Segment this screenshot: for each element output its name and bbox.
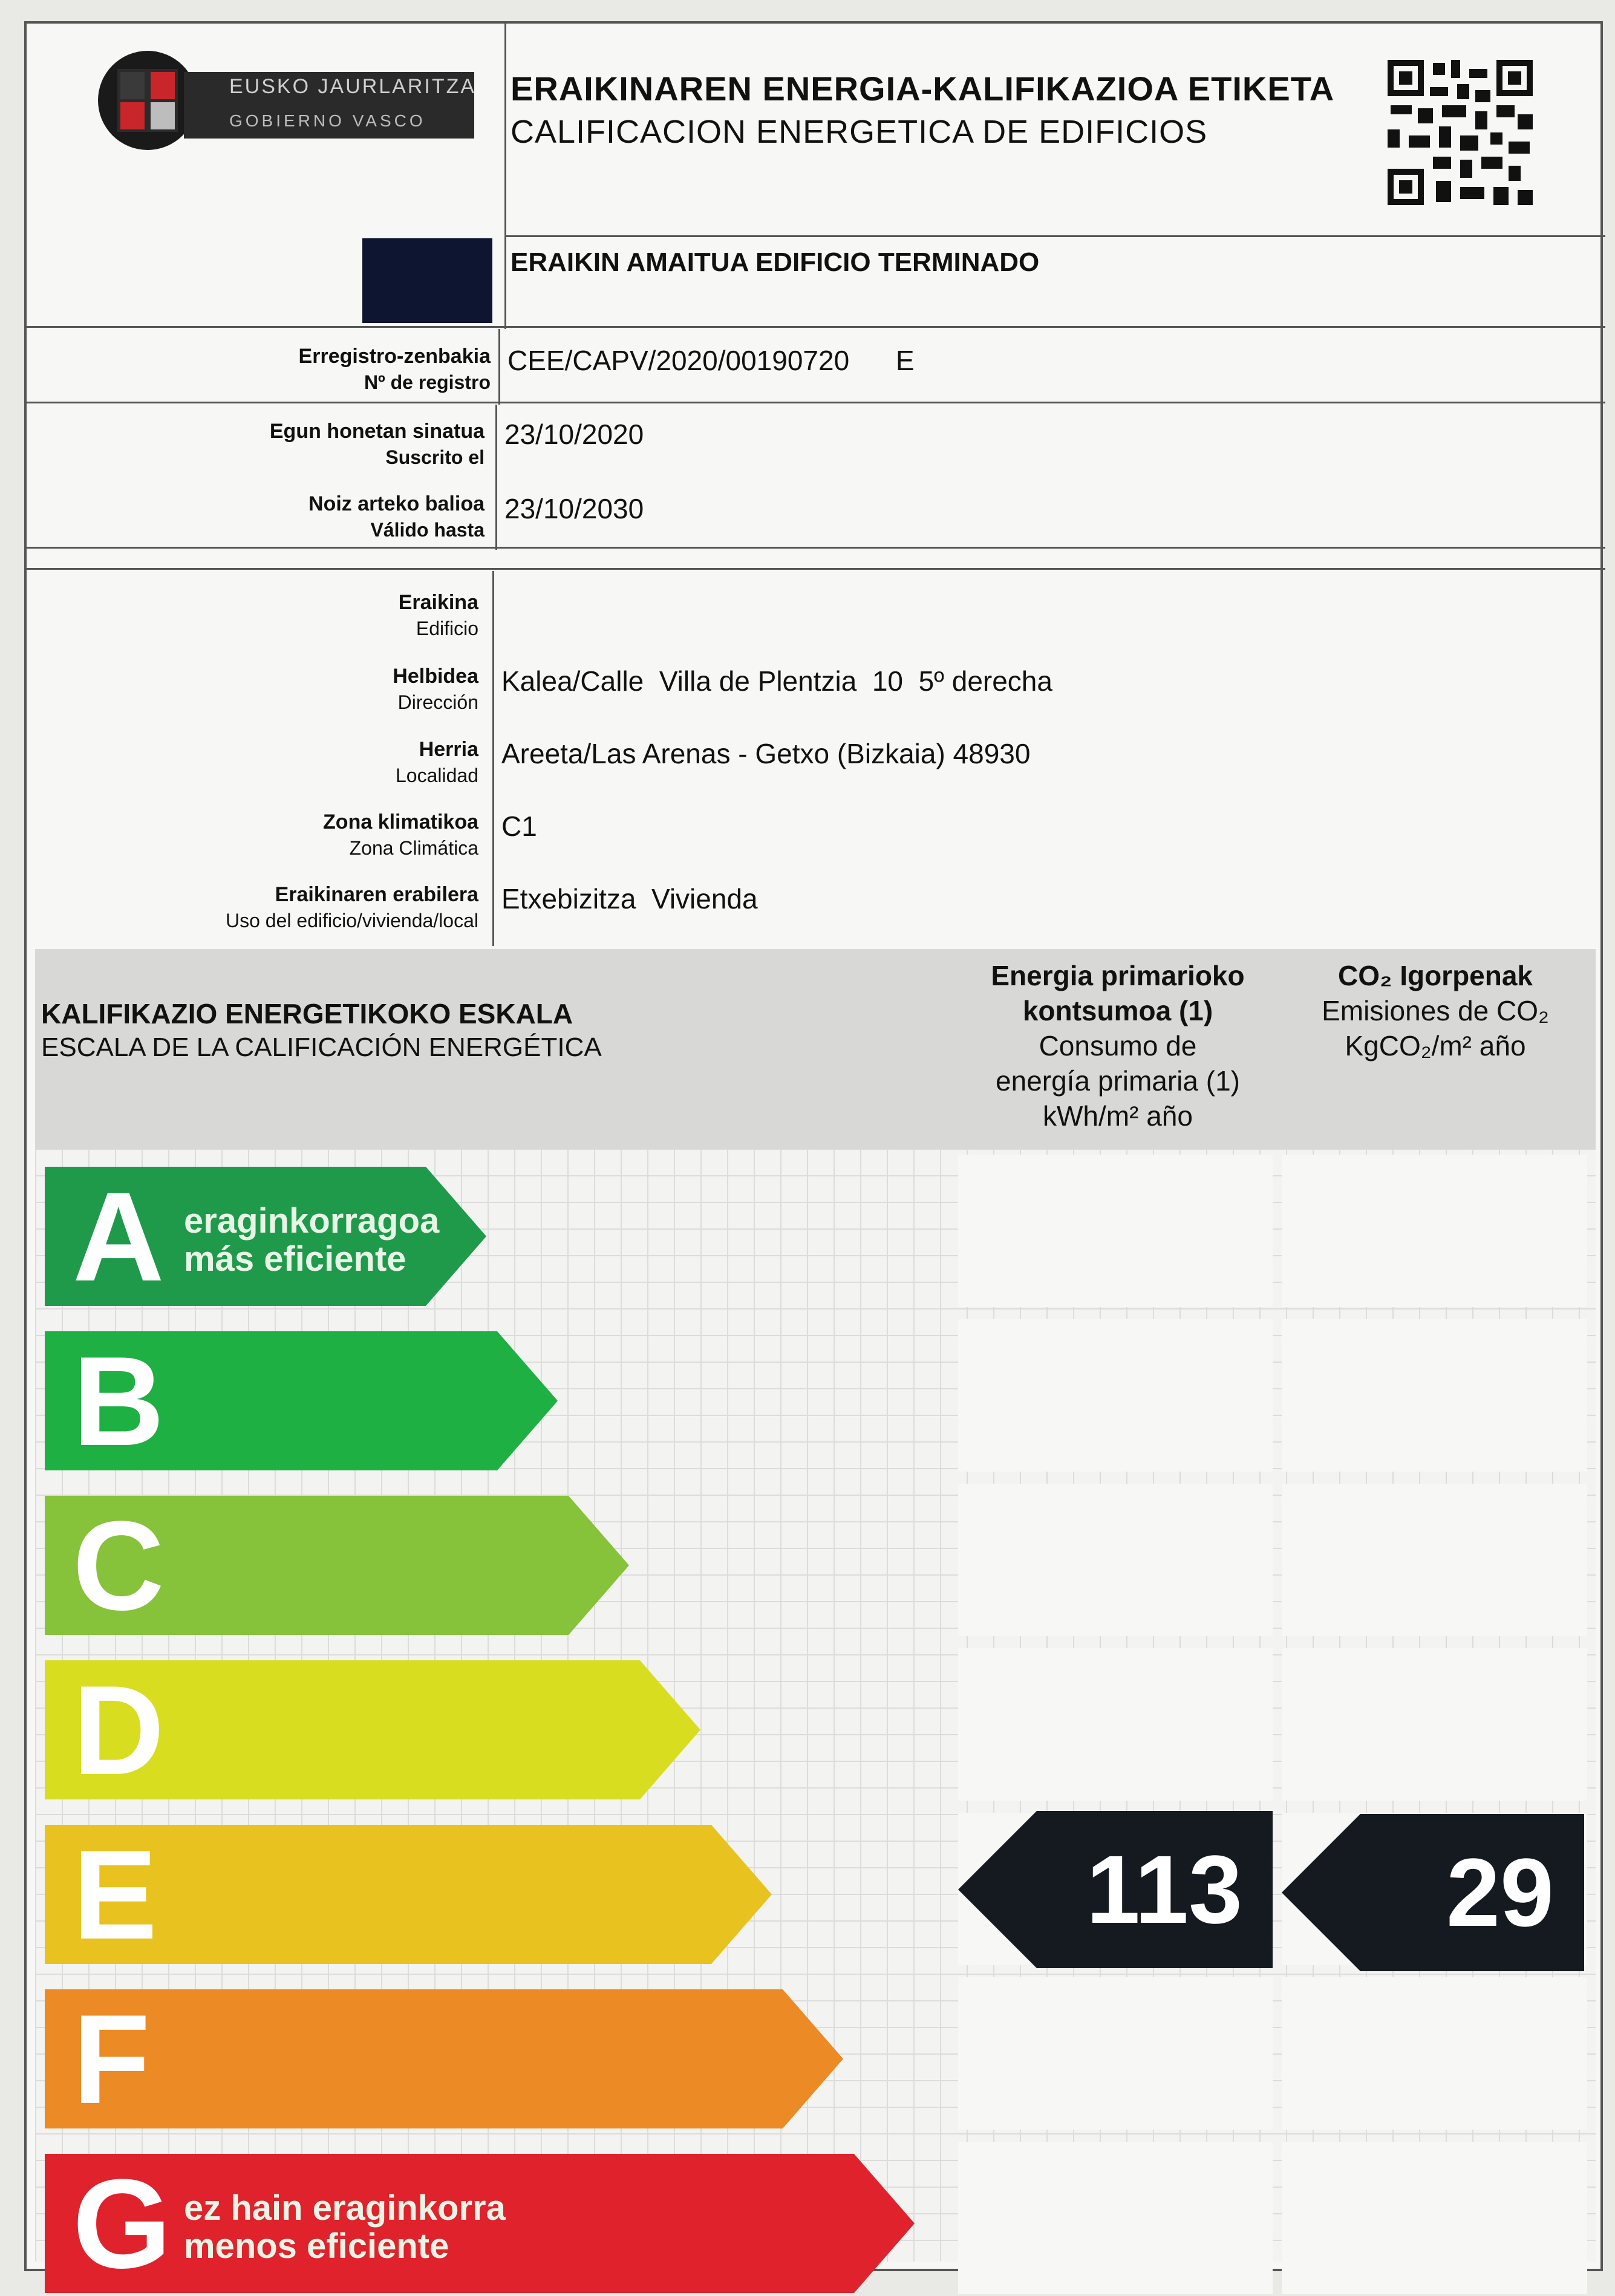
col2-line1: CO₂ Igorpenak bbox=[1337, 960, 1533, 991]
energy-certificate-label bbox=[24, 21, 1603, 2295]
co2-rating-badge bbox=[1282, 1814, 1584, 1971]
col2-line3: KgCO₂/m² año bbox=[1345, 1030, 1526, 1062]
building-status: ERAIKIN AMAITUA EDIFICIO TERMINADO bbox=[511, 247, 1040, 277]
scale-heading-es: ESCALA DE LA CALIFICACIÓN ENERGÉTICA bbox=[41, 1032, 602, 1062]
title-spanish: CALIFICACION ENERGETICA DE EDIFICIOS bbox=[511, 114, 1208, 150]
primary-energy-cell-b bbox=[958, 1319, 1273, 1472]
localidad-value: Areeta/Las Arenas - Getxo (Bizkaia) 48930 bbox=[501, 738, 1031, 769]
localidad-label-eu: Herria bbox=[419, 738, 478, 761]
rating-arrow-a bbox=[45, 1167, 486, 1306]
suscrito-value: 23/10/2020 bbox=[504, 419, 644, 450]
co2-cell-c bbox=[1282, 1484, 1587, 1636]
rating-letter: E bbox=[73, 1824, 158, 1966]
rating-letter: C bbox=[73, 1495, 165, 1637]
uso-value: Etxebizitza Vivienda bbox=[501, 883, 758, 915]
rating-caption-es: menos eficiente bbox=[184, 2226, 449, 2266]
co2-column-header bbox=[1290, 958, 1581, 1063]
logo-text-line2: GOBIERNO VASCO bbox=[229, 111, 426, 130]
uso-label-eu: Eraikinaren erabilera bbox=[275, 883, 478, 906]
primary-energy-column-header bbox=[967, 958, 1269, 1133]
qr-code bbox=[1385, 57, 1536, 208]
uso-label bbox=[226, 881, 478, 933]
primary-energy-value: 113 bbox=[1086, 1835, 1242, 1943]
rating-letter: F bbox=[73, 1988, 151, 2130]
zona-label bbox=[323, 809, 478, 861]
uso-label-es: Uso del edificio/vivienda/local bbox=[226, 910, 478, 931]
valido-label bbox=[308, 491, 484, 543]
logo-text-line1: EUSKO JAURLARITZA bbox=[229, 75, 477, 98]
primary-energy-cell-a bbox=[958, 1155, 1273, 1307]
rating-arrow-g bbox=[45, 2154, 915, 2293]
basque-government-emblem-icon bbox=[93, 45, 480, 160]
co2-cell-g bbox=[1282, 2142, 1587, 2294]
co2-cell-d bbox=[1282, 1648, 1587, 1801]
rating-caption-es: más eficiente bbox=[184, 1239, 406, 1279]
col1-line2: kontsumoa (1) bbox=[1022, 995, 1213, 1026]
valido-label-es: Válido hasta bbox=[370, 519, 484, 541]
rating-caption-eu: eraginkorragoa bbox=[184, 1201, 440, 1241]
primary-energy-cell-g bbox=[958, 2142, 1273, 2294]
rating-arrow-c bbox=[45, 1496, 629, 1635]
co2-cell-b bbox=[1282, 1319, 1587, 1472]
co2-cell-f bbox=[1282, 1977, 1587, 2130]
rating-letter: G bbox=[73, 2153, 172, 2295]
rating-arrow-e bbox=[45, 1825, 772, 1964]
scale-heading-eu: KALIFIKAZIO ENERGETIKOKO ESKALA bbox=[41, 998, 573, 1029]
col2-line2: Emisiones de CO₂ bbox=[1322, 995, 1549, 1026]
rating-caption-eu: ez hain eraginkorra bbox=[184, 2188, 506, 2228]
primary-energy-rating-badge bbox=[958, 1811, 1273, 1968]
suscrito-label bbox=[270, 418, 484, 470]
direccion-label bbox=[393, 663, 478, 715]
direccion-label-eu: Helbidea bbox=[393, 665, 478, 688]
zona-value: C1 bbox=[501, 810, 537, 842]
registro-value: CEE/CAPV/2020/00190720 E bbox=[507, 345, 915, 376]
direccion-label-es: Dirección bbox=[397, 691, 478, 713]
primary-energy-cell-d bbox=[958, 1648, 1273, 1801]
rating-letter: D bbox=[73, 1659, 165, 1801]
rating-arrow-d bbox=[45, 1660, 700, 1799]
primary-energy-cell-f bbox=[958, 1977, 1273, 2130]
primary-energy-cell-c bbox=[958, 1484, 1273, 1636]
valido-value: 23/10/2030 bbox=[504, 493, 644, 524]
registro-label bbox=[299, 343, 491, 395]
rating-arrow-b bbox=[45, 1331, 558, 1470]
edificio-label-eu: Eraikina bbox=[398, 591, 478, 614]
direccion-value: Kalea/Calle Villa de Plentzia 10 5º derecha bbox=[501, 665, 1052, 697]
edificio-label bbox=[399, 589, 478, 641]
zona-label-eu: Zona klimatikoa bbox=[323, 810, 478, 833]
col1-line3: Consumo de bbox=[1039, 1030, 1197, 1062]
col1-line5: kWh/m² año bbox=[1043, 1100, 1193, 1132]
suscrito-label-es: Suscrito el bbox=[385, 446, 484, 468]
localidad-label-es: Localidad bbox=[396, 765, 478, 786]
registro-label-es: Nº de registro bbox=[364, 371, 491, 393]
rating-arrow-shape bbox=[45, 1989, 843, 2128]
valido-label-eu: Noiz arteko balioa bbox=[308, 492, 484, 515]
localidad-label bbox=[396, 736, 478, 788]
basque-government-logo bbox=[93, 45, 480, 160]
co2-cell-a bbox=[1282, 1155, 1587, 1307]
co2-value: 29 bbox=[1446, 1838, 1554, 1946]
col1-line4: energía primaria (1) bbox=[996, 1065, 1240, 1097]
qr-code-icon bbox=[1385, 57, 1536, 208]
eu-flag-block bbox=[362, 238, 492, 323]
scale-header bbox=[35, 949, 1596, 1149]
rating-arrow-f bbox=[45, 1989, 843, 2128]
zona-label-es: Zona Climática bbox=[349, 837, 478, 859]
edificio-label-es: Edificio bbox=[416, 618, 478, 639]
rating-letter: A bbox=[73, 1166, 165, 1308]
col1-line1: Energia primarioko bbox=[991, 960, 1245, 991]
rating-letter: B bbox=[73, 1330, 165, 1472]
title-basque: ERAIKINAREN ENERGIA-KALIFIKAZIOA ETIKETA bbox=[511, 70, 1335, 108]
suscrito-label-eu: Egun honetan sinatua bbox=[269, 420, 484, 443]
registro-label-eu: Erregistro-zenbakia bbox=[298, 345, 491, 368]
